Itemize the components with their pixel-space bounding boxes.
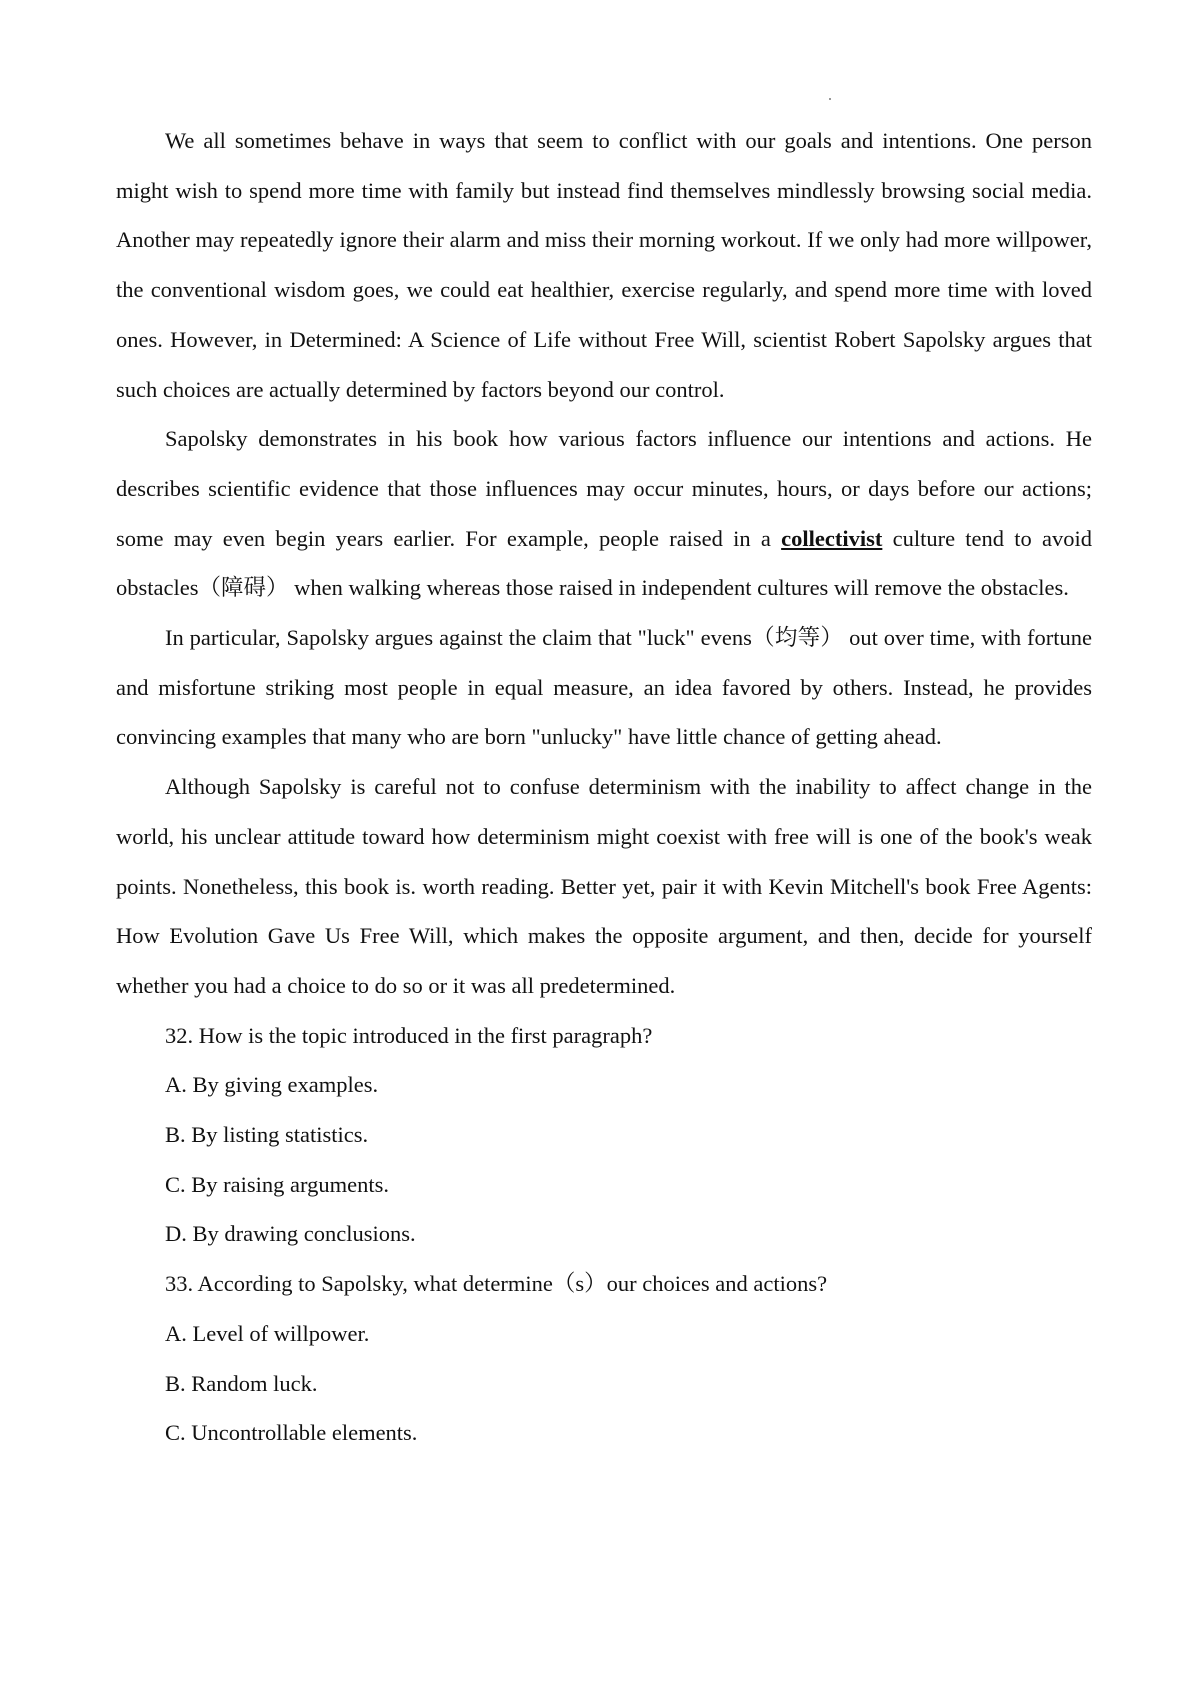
question-33-option-b[interactable]: B. Random luck.: [165, 1370, 318, 1396]
underlined-term: collectivist: [781, 525, 883, 551]
question-32-option-a[interactable]: A. By giving examples.: [165, 1072, 379, 1098]
question-32-option-c[interactable]: C. By raising arguments.: [165, 1171, 389, 1197]
scan-speck: [829, 98, 831, 100]
paragraph-4: Although Sapolsky is careful not to confuse determinism with the inability to affect change in the world, his unclear attitude toward how determinism might coexist with free will is one of the book's weak points. Nonetheless, this book is. worth reading. Better yet, pair it with Kevin Mitchell's book Free Agents: How Evolution Gave Us Free Will, which makes the opposite argument, and then, decide for yourself whether you had a choice to do so or it was all predetermined.: [116, 774, 1092, 998]
question-33-option-c[interactable]: C. Uncontrollable elements.: [165, 1420, 418, 1446]
paragraph-2-text-end: culture tend to avoid obstacles（障碍） when walking whereas those raised in independent cultures will remove the obstacles.: [116, 525, 1092, 601]
paragraph-1: We all sometimes behave in ways that seem to conflict with our goals and intentions. One person might wish to spend more time with family but instead find themselves mindlessly browsing social media. Another may repeatedly ignore their alarm and miss their morning workout. If we only had more willpower, the conventional wisdom goes, we could eat healthier, exercise regularly, and spend more time with loved ones. However, in Determined: A Science of Life without Free Will, scientist Robert Sapolsky argues that such choices are actually determined by factors beyond our control.: [116, 128, 1092, 402]
question-32: [116, 1011, 1092, 1260]
reading-passage: [116, 116, 1092, 1458]
question-32-option-b[interactable]: B. By listing statistics.: [165, 1122, 369, 1148]
paragraph-2-text-start: Sapolsky demonstrates in his book how various factors influence our intentions and actions. He describes scientific evidence that those influences may occur minutes, hours, or days before our actions; some may even begin years earlier. For example, people raised in a: [116, 426, 1092, 551]
paragraph-2: [116, 414, 1092, 613]
question-32-option-d[interactable]: D. By drawing conclusions.: [165, 1221, 416, 1247]
paragraph-3: In particular, Sapolsky argues against the claim that "luck" evens（均等） out over time, with fortune and misfortune striking most people in equal measure, an idea favored by others. Instead, he provides convincing examples that many who are born "unlucky" have little chance of getting ahead.: [116, 625, 1092, 750]
question-33: [116, 1259, 1092, 1458]
question-32-stem: 32. How is the topic introduced in the first paragraph?: [165, 1022, 653, 1048]
question-33-stem: 33. According to Sapolsky, what determine（s）our choices and actions?: [165, 1271, 828, 1297]
question-33-option-a[interactable]: A. Level of willpower.: [165, 1320, 370, 1346]
